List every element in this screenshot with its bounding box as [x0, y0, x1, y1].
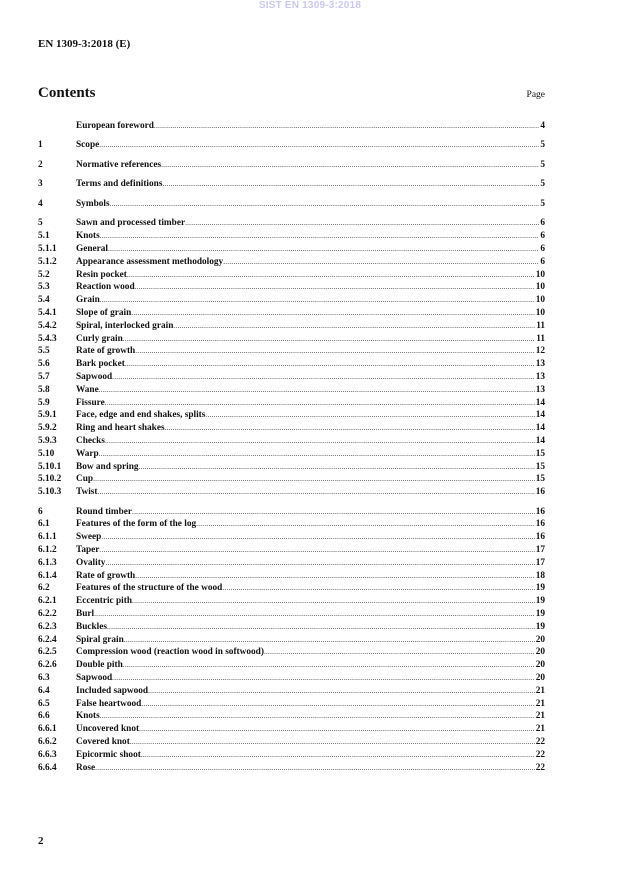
- toc-leader-dots: [205, 409, 534, 422]
- toc-entry-page: 15: [535, 448, 545, 459]
- toc-leader-dots: [141, 698, 534, 711]
- toc-entry-title: Curly grain: [76, 333, 123, 344]
- toc-entry-page: 19: [535, 609, 545, 620]
- toc-entry-title: Symbols: [76, 198, 110, 209]
- toc-entry-title: General: [76, 244, 109, 255]
- toc-entry-page: 21: [535, 711, 545, 722]
- toc-entry-title: Round timber: [76, 506, 133, 517]
- toc-entry-page: 12: [535, 346, 545, 357]
- toc-entry[interactable]: [38, 139, 545, 152]
- toc-entry-page: 10: [535, 295, 545, 306]
- toc-entry[interactable]: [38, 198, 545, 211]
- toc-entry[interactable]: [38, 698, 545, 711]
- toc-entry[interactable]: [38, 217, 545, 230]
- toc-leader-dots: [139, 723, 535, 736]
- toc-entry-page: 22: [535, 749, 545, 760]
- toc-entry-number: 6.2.3: [38, 621, 57, 632]
- toc-leader-dots: [139, 461, 535, 474]
- toc-entry[interactable]: [38, 506, 545, 519]
- toc-entry-page: 15: [535, 461, 545, 472]
- toc-entry-number: 3: [38, 179, 43, 190]
- toc-entry-page: 20: [535, 634, 545, 645]
- toc-entry-number: 6.6.2: [38, 736, 57, 747]
- toc-entry[interactable]: [38, 531, 545, 544]
- toc-entry-title: Knots: [76, 231, 100, 242]
- toc-entry-number: 5.10.1: [38, 461, 62, 472]
- toc-entry[interactable]: [38, 557, 545, 570]
- toc-entry-number: 4: [38, 198, 43, 209]
- toc-entry-number: 5: [38, 218, 43, 229]
- toc-leader-dots: [99, 544, 534, 557]
- toc-entry-page: 11: [536, 333, 545, 344]
- toc-entry-title: Slope of grain: [76, 308, 132, 318]
- toc-entry-page: 20: [535, 647, 545, 658]
- toc-entry-page: 22: [535, 762, 545, 773]
- toc-entry-number: 6.1: [38, 519, 50, 530]
- toc-leader-dots: [100, 294, 535, 307]
- toc-entry[interactable]: [38, 723, 545, 736]
- toc-leader-dots: [223, 256, 539, 269]
- toc-entry-number: 6: [38, 506, 43, 517]
- toc-entry-number: 5.9: [38, 397, 50, 408]
- toc-entry-page: 20: [535, 660, 545, 671]
- toc-entry-number: 6.2.1: [38, 596, 57, 607]
- toc-entry-title: Spiral grain: [76, 634, 124, 645]
- toc-entry-title: Grain: [76, 295, 100, 306]
- toc-entry-title: Sweep: [76, 532, 102, 543]
- toc-entry[interactable]: [38, 333, 545, 346]
- toc-leader-dots: [105, 557, 534, 570]
- toc-entry-page: 21: [535, 724, 545, 735]
- toc-entry-page: 5: [540, 179, 545, 190]
- toc-leader-dots: [162, 178, 539, 191]
- toc-entry-title: Twist: [76, 487, 98, 498]
- toc-entry-number: 6.1.3: [38, 557, 57, 568]
- toc-entry-number: 6.6.4: [38, 762, 57, 773]
- toc-entry-page: 16: [535, 506, 545, 517]
- toc-entry-page: 17: [535, 545, 545, 556]
- toc-entry-title: Reaction wood: [76, 282, 135, 293]
- toc-entry-title: European foreword: [76, 121, 154, 131]
- toc-leader-dots: [100, 710, 535, 723]
- toc-entry-number: 6.4: [38, 685, 50, 696]
- toc-leader-dots: [123, 333, 535, 346]
- toc-entry-title: Compression wood (reaction wood in softwood): [76, 647, 264, 658]
- toc-entry[interactable]: [38, 473, 545, 486]
- toc-entry-page: 19: [535, 583, 545, 594]
- toc-leader-dots: [130, 736, 535, 749]
- toc-entry-number: 2: [38, 159, 43, 170]
- toc-entry-title: Epicormic shoot: [76, 749, 141, 760]
- toc-entry-title: Taper: [76, 545, 100, 556]
- toc-leader-dots: [135, 281, 535, 294]
- page-title: Contents: [38, 85, 96, 101]
- toc-entry-number: 6.2.4: [38, 634, 57, 645]
- toc-entry-number: 5.4: [38, 295, 50, 306]
- toc-entry-title: Knots: [76, 711, 100, 722]
- toc-entry-page: 6: [540, 244, 545, 255]
- toc-leader-dots: [154, 120, 539, 133]
- toc-entry-page: 6: [540, 256, 545, 267]
- toc-entry-page: 5: [540, 198, 545, 209]
- toc-leader-dots: [112, 672, 535, 685]
- toc-entry-number: 5.10.2: [38, 474, 62, 485]
- toc-leader-dots: [173, 320, 535, 333]
- toc-leader-dots: [100, 230, 540, 243]
- toc-entry[interactable]: [38, 422, 545, 435]
- toc-entry-number: 5.1.1: [38, 244, 57, 255]
- toc-entry[interactable]: [38, 672, 545, 685]
- toc-leader-dots: [148, 685, 535, 698]
- toc-entry-page: 5: [540, 159, 545, 170]
- toc-entry[interactable]: [38, 269, 545, 282]
- toc-entry-number: 6.3: [38, 673, 50, 683]
- toc-leader-dots: [99, 384, 535, 397]
- toc-entry-page: 14: [535, 410, 545, 421]
- toc-entry-number: 6.6.1: [38, 724, 57, 735]
- toc-entry-number: 1: [38, 140, 43, 151]
- toc-entry-page: 19: [535, 621, 545, 632]
- toc-entry[interactable]: [38, 435, 545, 448]
- toc-entry-number: 6.1.1: [38, 532, 57, 543]
- toc-entry-page: 19: [535, 596, 545, 607]
- toc-leader-dots: [99, 448, 535, 461]
- toc-entry-title: Face, edge and end shakes, splits: [76, 410, 206, 421]
- toc-entry-title: Normative references: [76, 159, 162, 170]
- toc-entry-number: 5.10: [38, 448, 55, 459]
- toc-entry-page: 6: [540, 231, 545, 242]
- toc-entry-page: 14: [535, 435, 545, 446]
- toc-entry[interactable]: [38, 307, 545, 320]
- toc-entry-title: Sapwood: [76, 371, 113, 382]
- toc-leader-dots: [108, 243, 539, 256]
- toc-leader-dots: [165, 422, 535, 435]
- toc-entry-number: 5.5: [38, 346, 50, 357]
- toc-leader-dots: [105, 397, 535, 410]
- toc-entry-title: Ovality: [76, 557, 106, 568]
- toc-entry[interactable]: [38, 762, 545, 775]
- toc-entry[interactable]: [38, 345, 545, 358]
- toc-entry-title: Features of the structure of the wood: [76, 583, 223, 594]
- toc-entry-page: 15: [535, 474, 545, 485]
- toc-entry[interactable]: [38, 710, 545, 723]
- toc-leader-dots: [141, 749, 535, 762]
- toc-leader-dots: [264, 646, 535, 659]
- toc-entry-title: Terms and definitions: [76, 179, 163, 190]
- toc-entry[interactable]: [38, 461, 545, 474]
- toc-entry[interactable]: [38, 582, 545, 595]
- toc-entry-number: 6.1.2: [38, 545, 57, 556]
- toc-entry-number: 6.6.3: [38, 749, 57, 760]
- toc-entry-number: 5.7: [38, 371, 50, 382]
- toc-leader-dots: [196, 518, 535, 531]
- toc-entry-title: Warp: [76, 448, 99, 459]
- toc-entry-number: 5.3: [38, 282, 50, 293]
- toc-entry-number: 5.4.1: [38, 308, 57, 318]
- toc-entry-title: Resin pocket: [76, 269, 127, 280]
- toc-entry-title: Cup: [76, 474, 94, 485]
- toc-entry-page: 13: [535, 359, 545, 370]
- toc-entry-page: 5: [540, 140, 545, 151]
- toc-leader-dots: [185, 217, 539, 230]
- toc-entry-number: 5.2: [38, 269, 50, 280]
- toc-entry-number: 5.9.1: [38, 410, 57, 421]
- toc-entry-title: Included sapwood: [76, 685, 149, 696]
- toc-entry[interactable]: [38, 384, 545, 397]
- toc-leader-dots: [112, 371, 535, 384]
- toc-entry-page: 18: [535, 570, 545, 581]
- toc-entry[interactable]: [38, 544, 545, 557]
- toc-entry-page: 17: [535, 557, 545, 568]
- toc-leader-dots: [132, 595, 535, 608]
- toc-entry-page: 16: [535, 519, 545, 530]
- toc-leader-dots: [101, 531, 534, 544]
- toc-entry[interactable]: [38, 621, 545, 634]
- toc-entry-number: 5.9.3: [38, 435, 57, 446]
- toc-entry[interactable]: [38, 120, 545, 133]
- toc-entry-title: Rate of growth: [76, 570, 136, 581]
- toc-entry-page: 16: [535, 532, 545, 543]
- toc-entry[interactable]: [38, 294, 545, 307]
- toc-entry-title: Rose: [76, 762, 96, 773]
- toc-entry-page: 13: [535, 371, 545, 382]
- toc-leader-dots: [131, 307, 534, 320]
- toc-leader-dots: [110, 198, 540, 211]
- toc-entry-page: 10: [535, 269, 545, 280]
- toc-entry-page: 14: [535, 397, 545, 408]
- toc-entry-title: Features of the form of the log: [76, 519, 197, 530]
- toc-entry[interactable]: [38, 320, 545, 333]
- toc-entry-page: 14: [535, 423, 545, 434]
- toc-entry-number: 5.9.2: [38, 423, 57, 434]
- toc-entry-title: Bark pocket: [76, 359, 125, 370]
- toc-entry-number: 5.8: [38, 384, 50, 395]
- toc-entry-title: False heartwood: [76, 698, 142, 709]
- toc-entry-title: Burl: [76, 609, 95, 620]
- toc-entry-title: Sawn and processed timber: [76, 218, 186, 229]
- toc-entry[interactable]: [38, 358, 545, 371]
- toc-leader-dots: [135, 570, 534, 583]
- toc-entry[interactable]: [38, 634, 545, 647]
- toc-entry[interactable]: [38, 159, 545, 172]
- toc-entry-title: Bow and spring: [76, 461, 139, 472]
- toc-leader-dots: [222, 582, 534, 595]
- page-number: 2: [38, 835, 44, 847]
- toc-entry-title: Buckles: [76, 621, 107, 632]
- toc-entry-number: 5.1: [38, 231, 50, 242]
- toc-entry-number: 5.1.2: [38, 256, 57, 267]
- toc-entry[interactable]: [38, 749, 545, 762]
- toc-entry[interactable]: [38, 595, 545, 608]
- toc-entry-title: Uncovered knot: [76, 724, 140, 735]
- toc-entry[interactable]: [38, 178, 545, 191]
- toc-leader-dots: [107, 621, 535, 634]
- toc-leader-dots: [94, 608, 535, 621]
- toc-entry[interactable]: [38, 736, 545, 749]
- toc-entry-number: 6.2.2: [38, 609, 57, 620]
- toc-entry-number: 6.6: [38, 711, 50, 722]
- toc-entry[interactable]: [38, 409, 545, 422]
- toc-entry[interactable]: [38, 281, 545, 294]
- toc-entry[interactable]: [38, 397, 545, 410]
- toc-entry[interactable]: [38, 518, 545, 531]
- toc-entry-page: 10: [535, 308, 545, 318]
- toc-entry-title: Wane: [76, 384, 99, 395]
- toc-leader-dots: [132, 506, 535, 519]
- toc-leader-dots: [93, 473, 535, 486]
- toc-entry-page: 6: [540, 218, 545, 229]
- toc-entry-page: 22: [535, 736, 545, 747]
- toc-entry-page: 4: [540, 121, 545, 131]
- toc-entry-number: 6.2.6: [38, 660, 57, 671]
- toc-entry-number: 6.1.4: [38, 570, 57, 581]
- toc-entry-title: Rate of growth: [76, 346, 136, 357]
- toc-entry[interactable]: [38, 243, 545, 256]
- toc-entry[interactable]: [38, 256, 545, 269]
- toc-entry-number: 5.10.3: [38, 487, 62, 498]
- toc-entry-page: 21: [535, 698, 545, 709]
- toc-leader-dots: [135, 345, 534, 358]
- toc-leader-dots: [99, 139, 539, 152]
- toc-entry-page: 10: [535, 282, 545, 293]
- toc-entry-title: Ring and heart shakes: [76, 423, 165, 434]
- toc-entry[interactable]: [38, 659, 545, 672]
- toc-entry-page: 21: [535, 685, 545, 696]
- toc-entry-number: 6.2.5: [38, 647, 57, 658]
- toc-entry-title: Eccentric pith: [76, 596, 133, 607]
- toc-entry-title: Checks: [76, 435, 105, 446]
- toc-entry-title: Covered knot: [76, 736, 130, 747]
- toc-leader-dots: [124, 634, 535, 647]
- toc-entry[interactable]: [38, 486, 545, 499]
- toc-leader-dots: [127, 269, 535, 282]
- toc-entry-title: Scope: [76, 140, 100, 151]
- toc-entry-number: 5.4.2: [38, 320, 57, 331]
- toc-entry-number: 6.2: [38, 583, 50, 594]
- toc-entry-number: 6.5: [38, 698, 50, 709]
- toc-entry-title: Fissure: [76, 397, 105, 408]
- toc-entry-page: 13: [535, 384, 545, 395]
- toc-entry-title: Sapwood: [76, 673, 113, 683]
- toc-leader-dots: [98, 486, 535, 499]
- toc-entry-number: 5.6: [38, 359, 50, 370]
- toc-leader-dots: [95, 762, 535, 775]
- watermark: SIST EN 1309-3:2018: [258, 0, 362, 11]
- toc-leader-dots: [105, 435, 535, 448]
- toc-leader-dots: [161, 159, 539, 172]
- toc-entry[interactable]: [38, 371, 545, 384]
- toc-entry-title: Appearance assessment methodology: [76, 256, 224, 267]
- toc-entry[interactable]: [38, 608, 545, 621]
- table-of-contents: [38, 120, 545, 774]
- toc-entry-title: Double pith: [76, 660, 123, 671]
- toc-entry[interactable]: [38, 230, 545, 243]
- toc-leader-dots: [123, 659, 535, 672]
- toc-entry[interactable]: [38, 685, 545, 698]
- toc-entry[interactable]: [38, 646, 545, 659]
- document-header: EN 1309-3:2018 (E): [38, 38, 131, 50]
- page-column-label: Page: [526, 90, 545, 100]
- toc-leader-dots: [125, 358, 535, 371]
- toc-entry-page: 11: [536, 320, 545, 331]
- toc-entry-number: 5.4.3: [38, 333, 57, 344]
- toc-entry-title: Spiral, interlocked grain: [76, 320, 174, 331]
- toc-entry[interactable]: [38, 570, 545, 583]
- toc-entry[interactable]: [38, 448, 545, 461]
- toc-entry-page: 16: [535, 487, 545, 498]
- toc-entry-page: 20: [535, 673, 545, 683]
